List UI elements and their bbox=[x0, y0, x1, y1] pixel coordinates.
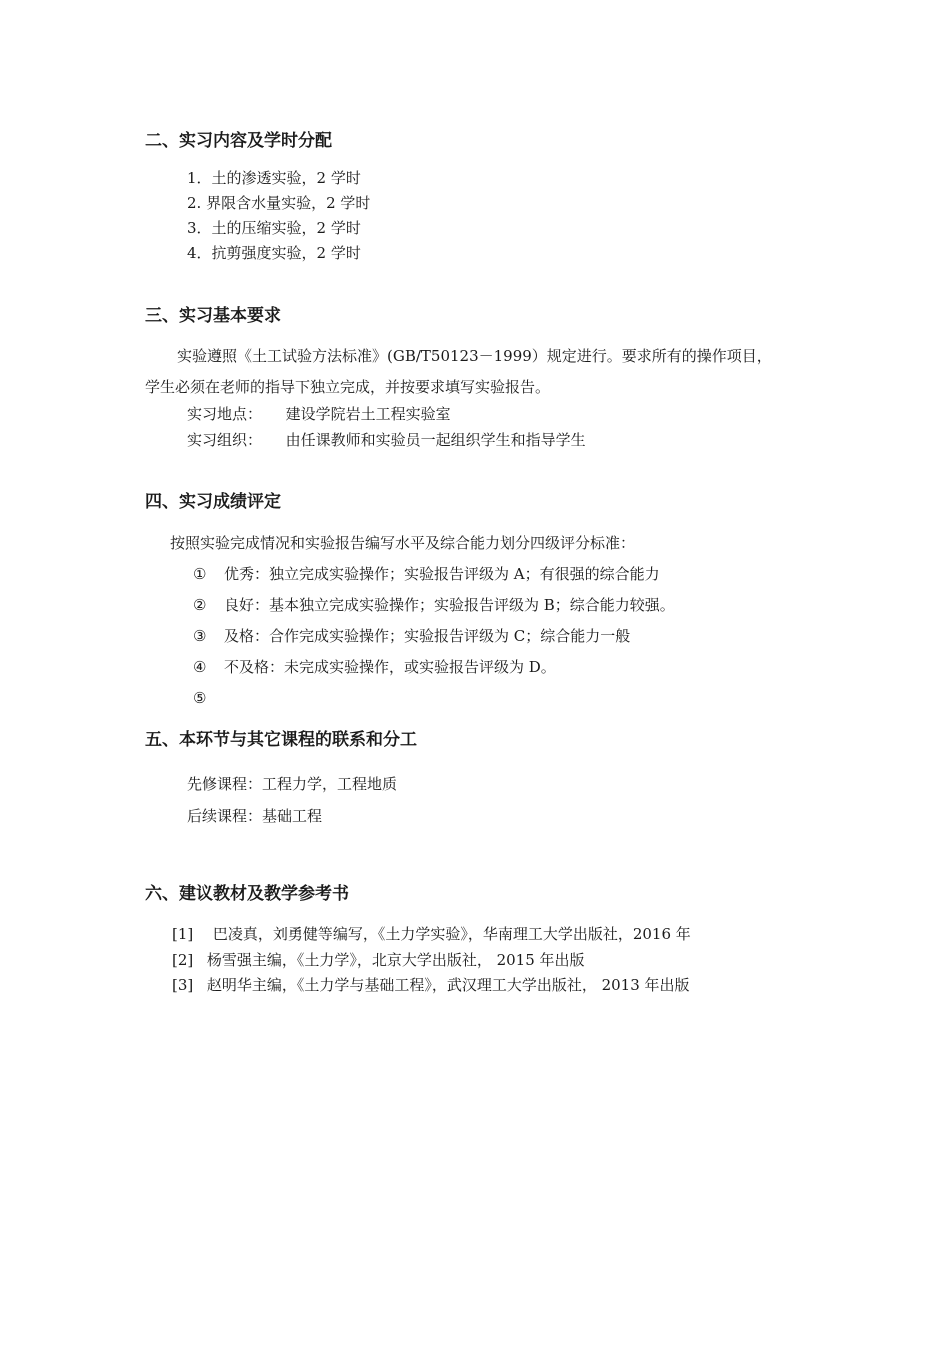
grade-text: 不及格：未完成实验操作，或实验报告评级为 D。 bbox=[224, 658, 556, 676]
list-item: 2. 界限含水量实验，2 学时 bbox=[187, 194, 371, 212]
grade-text: 良好：基本独立完成实验操作；实验报告评级为 B；综合能力较强。 bbox=[224, 596, 675, 614]
grade-item bbox=[193, 564, 660, 584]
paragraph-line: 实验遵照《土工试验方法标准》(GB/T50123－1999）规定进行。要求所有的操作项目， bbox=[177, 347, 772, 365]
section-heading-4: 四、实习成绩评定 bbox=[145, 492, 281, 512]
section-heading-5: 五、本环节与其它课程的联系和分工 bbox=[145, 730, 417, 750]
grade-item bbox=[193, 688, 219, 708]
grade-item bbox=[193, 595, 675, 615]
grade-item bbox=[193, 657, 556, 677]
list-item: 4．抗剪强度实验，2 学时 bbox=[187, 244, 361, 262]
location-value: 建设学院岩土工程实验室 bbox=[285, 405, 451, 423]
followup-courses: 后续课程：基础工程 bbox=[187, 807, 323, 825]
grade-mark: ④ bbox=[193, 658, 207, 676]
reference-text: 赵明华主编，《土力学与基础工程》，武汉理工大学出版社， 2013 年出版 bbox=[206, 976, 690, 994]
reference-item bbox=[172, 924, 691, 944]
reference-number: [2] bbox=[172, 951, 194, 969]
reference-text: 杨雪强主编，《土力学》，北京大学出版社， 2015 年出版 bbox=[206, 951, 585, 969]
grade-item bbox=[193, 626, 630, 646]
organization-row bbox=[187, 430, 586, 450]
section-heading-3: 三、实习基本要求 bbox=[145, 306, 281, 326]
section-heading-6: 六、建议教材及教学参考书 bbox=[145, 884, 349, 904]
grade-mark: ① bbox=[193, 565, 207, 583]
section-heading-2: 二、实习内容及学时分配 bbox=[145, 131, 332, 151]
reference-item bbox=[172, 950, 585, 970]
list-item: 3．土的压缩实验，2 学时 bbox=[187, 219, 361, 237]
prerequisite-courses: 先修课程：工程力学，工程地质 bbox=[187, 775, 398, 793]
organization-label: 实习组织： bbox=[187, 431, 263, 449]
organization-value: 由任课教师和实验员一起组织学生和指导学生 bbox=[285, 431, 586, 449]
location-label: 实习地点： bbox=[187, 405, 263, 423]
paragraph-line: 学生必须在老师的指导下独立完成，并按要求填写实验报告。 bbox=[145, 378, 551, 396]
grade-text: 及格：合作完成实验操作；实验报告评级为 C；综合能力一般 bbox=[224, 627, 631, 645]
grade-mark: ③ bbox=[193, 627, 207, 645]
grade-mark: ② bbox=[193, 596, 207, 614]
grade-text: 优秀：独立完成实验操作；实验报告评级为 A；有很强的综合能力 bbox=[224, 565, 660, 583]
reference-item bbox=[172, 975, 690, 995]
reference-number: [1] bbox=[172, 925, 194, 943]
location-row bbox=[187, 404, 451, 424]
grading-intro: 按照实验完成情况和实验报告编写水平及综合能力划分四级评分标准： bbox=[170, 534, 636, 552]
reference-number: [3] bbox=[172, 976, 194, 994]
reference-text: 巴凌真，刘勇健等编写，《土力学实验》，华南理工大学出版社，2016 年 bbox=[212, 925, 691, 943]
list-item: 1．土的渗透实验，2 学时 bbox=[187, 169, 361, 187]
grade-mark: ⑤ bbox=[193, 689, 207, 707]
